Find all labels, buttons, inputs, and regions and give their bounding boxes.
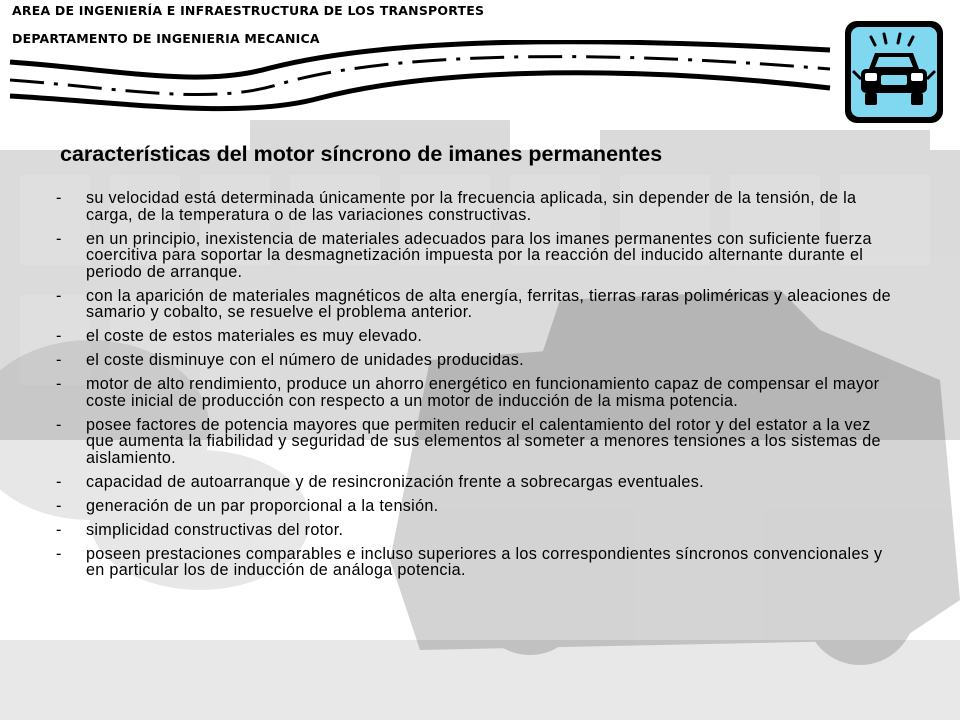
header-department: DEPARTAMENTO DE INGENIERIA MECANICA [12, 31, 320, 46]
bullet-dash: - [56, 375, 62, 393]
list-item-text: el coste disminuye con el número de unidades producidas. [86, 351, 524, 369]
list-item [48, 522, 898, 539]
list-item [48, 352, 898, 369]
list-item [48, 498, 898, 515]
bullet-dash: - [56, 472, 62, 491]
list-item-text: motor de alto rendimiento, produce un ahorro energético en funcionamiento capaz de compensar el mayor coste inicial de producción con respecto a un motor de inducción de la misma potencia. [86, 375, 880, 410]
list-item-text: posee factores de potencia mayores que permiten reducir el calentamiento del rotor y del estator a la vez que aumenta la fiabilidad y seguridad de sus elementos al someter a menores tensiones a los sistemas de aislamiento. [86, 415, 881, 467]
list-item [48, 417, 898, 467]
list-item-text: con la aparición de materiales magnéticos de alta energía, ferritas, tierras raras poliméricas y aleaciones de samario y cobalto, se resuelve el problema anterior. [86, 286, 891, 321]
list-item-text: su velocidad está determinada únicamente por la frecuencia aplicada, sin depender de la tensión, de la carga, de la temperatura o de las variaciones constructivas. [86, 189, 857, 224]
bullet-dash: - [56, 286, 62, 305]
list-item [48, 546, 898, 579]
car-icon [843, 19, 945, 125]
header-department-area: AREA DE INGENIERÍA E INFRAESTRUCTURA DE LOS TRANSPORTES [12, 3, 485, 18]
list-item-text: en un principio, inexistencia de materiales adecuados para los imanes permanentes con suficiente fuerza coercitiva para soportar la desmagnetización impuesta por la reacción del inducido alternante durante el periodo de arranque. [86, 229, 872, 281]
list-item-text: capacidad de autoarranque y de resincronización frente a sobrecargas eventuales. [86, 472, 704, 491]
bullet-dash: - [56, 415, 62, 434]
list-item [48, 288, 898, 321]
list-item-text: el coste de estos materiales es muy elevado. [86, 327, 423, 345]
list-item [48, 190, 898, 223]
list-item-text: simplicidad constructivas del rotor. [86, 520, 344, 539]
bullet-dash: - [56, 544, 62, 563]
bullet-dash: - [56, 351, 62, 369]
bullet-dash: - [56, 520, 62, 539]
bullet-dash: - [56, 327, 62, 345]
list-item [48, 376, 898, 409]
bullet-list [48, 190, 898, 586]
page-title: características del motor síncrono de imanes permanentes [60, 142, 663, 166]
bullet-dash: - [56, 229, 62, 248]
road-decoration [0, 40, 840, 120]
list-item [48, 328, 898, 345]
list-item-text: poseen prestaciones comparables e incluso superiores a los correspondientes síncronos convencionales y en particular los de inducción de análoga potencia. [86, 544, 883, 579]
bullet-dash: - [56, 189, 62, 207]
bullet-dash: - [56, 496, 62, 515]
list-item [48, 231, 898, 281]
list-item [48, 474, 898, 491]
list-item-text: generación de un par proporcional a la tensión. [86, 496, 439, 515]
